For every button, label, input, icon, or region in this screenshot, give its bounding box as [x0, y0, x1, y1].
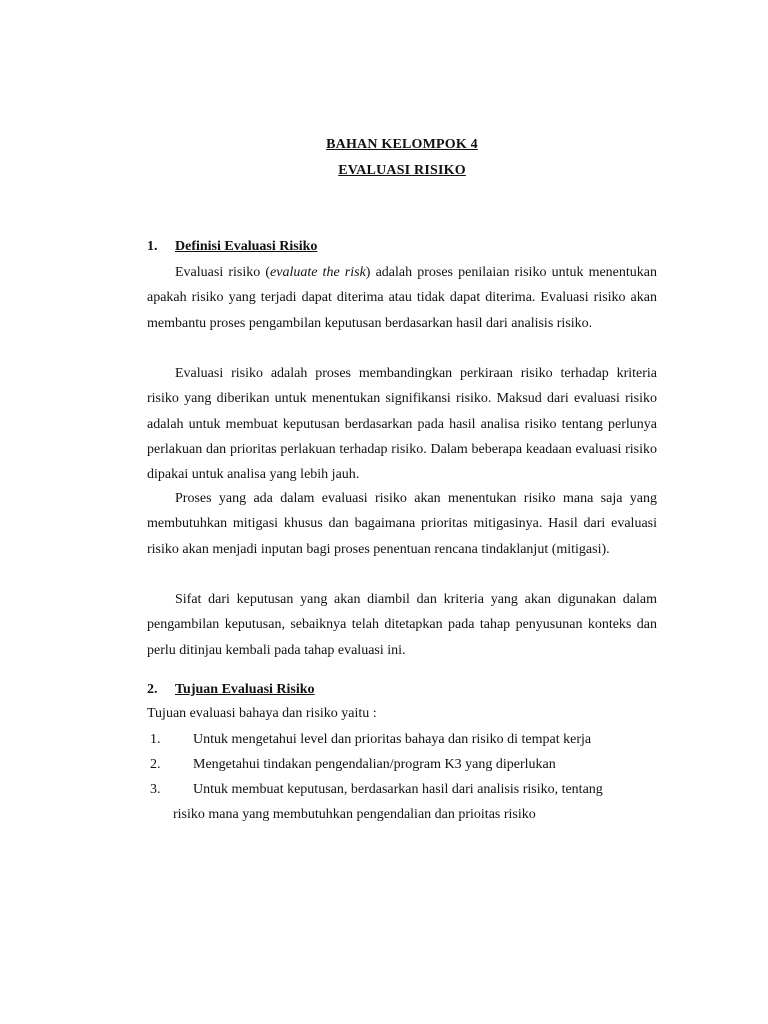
list-item-number: 2. — [150, 757, 161, 772]
list-item-continuation: risiko mana yang membutuhkan pengendalian dan prioitas risiko — [173, 807, 536, 823]
section1-paragraph-3: Proses yang ada dalam evaluasi risiko akan menentukan risiko mana saja yang membutuhkan mitigasi khusus dan bagaimana prioritas mitigasinya. Hasil dari evaluasi risiko akan menjadi inputan bagi proses penentuan rencana tindaklanjut (mitigasi). — [147, 491, 657, 557]
list-item-number: 3. — [150, 782, 161, 797]
section1-paragraph-4: Sifat dari keputusan yang akan diambil dan kriteria yang akan digunakan dalam pengambilan keputusan, sebaiknya telah ditetapkan pada tahap penyusunan konteks dan perlu ditinjau kembali pada tahap evaluasi ini. — [147, 592, 657, 658]
list-item — [147, 752, 657, 777]
section1-paragraph-1 — [147, 260, 657, 336]
p1-italic-term: evaluate the risk — [270, 265, 366, 280]
section1-heading-text: Definisi Evaluasi Risiko — [175, 239, 318, 254]
section1-paragraph-2: Evaluasi risiko adalah proses membandingkan perkiraan risiko terhadap kriteria risiko yang diberikan untuk menentukan signifikansi risiko. Maksud dari evaluasi risiko adalah untuk membuat keputusan berdasarkan pada hasil analisa risiko tentang perlunya perlakuan dan prioritas perlakuan terhadap risiko. Dalam beberapa keadaan evaluasi risiko dipakai untuk analisa yang lebih jauh. — [147, 366, 657, 483]
document-title-line1: BAHAN KELOMPOK 4 — [326, 137, 478, 152]
list-item-number: 1. — [150, 732, 161, 747]
section1-number: 1. — [147, 239, 158, 254]
list-item-text: Untuk membuat keputusan, berdasarkan hasil dari analisis risiko, tentang — [193, 782, 603, 797]
list-item — [147, 727, 657, 752]
p1-text-end: ) adalah proses penilaian risiko untuk menentukan apakah risiko yang terjadi dapat diterima atau tidak dapat diterima. Evaluasi risiko akan membantu proses pengambilan keputusan berdasarkan hasil dari analisis risiko. — [147, 265, 658, 331]
section2-number: 2. — [147, 682, 158, 697]
list-item-text: Mengetahui tindakan pengendalian/program K3 yang diperlukan — [193, 757, 556, 772]
document-title-line2: EVALUASI RISIKO — [338, 163, 466, 178]
p1-text-start: Evaluasi risiko ( — [175, 265, 271, 280]
section1-heading — [147, 239, 317, 255]
section2-heading — [147, 682, 315, 698]
section2-heading-text: Tujuan Evaluasi Risiko — [175, 682, 315, 697]
list-item-text: Untuk mengetahui level dan prioritas bahaya dan risiko di tempat kerja — [193, 732, 592, 747]
section2-intro: Tujuan evaluasi bahaya dan risiko yaitu : — [147, 706, 377, 721]
list-item — [147, 777, 657, 828]
